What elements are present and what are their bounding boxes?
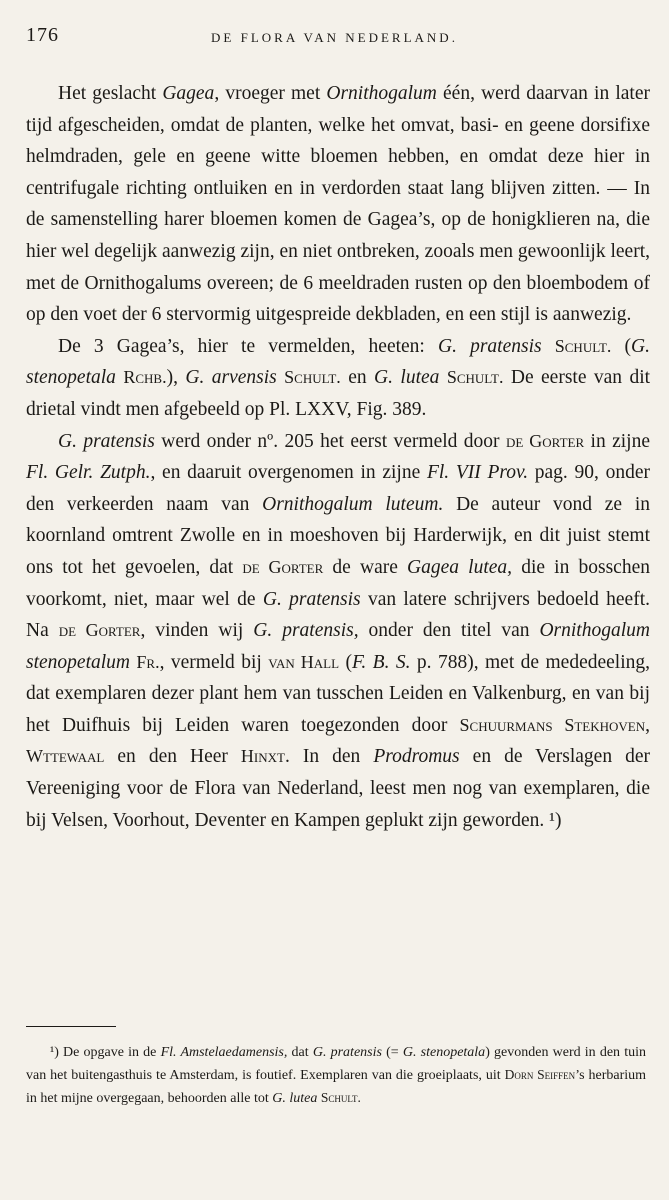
- text: van latere schrijvers bedoeld heeft. Na: [26, 588, 651, 642]
- text: (: [611, 335, 632, 357]
- taxon-name: G. lutea: [272, 1091, 318, 1106]
- running-title: DE FLORA VAN NEDERLAND.: [211, 30, 458, 45]
- author-name: Fr.: [136, 651, 160, 672]
- author-name: de Gorter: [505, 430, 585, 451]
- text: [439, 367, 446, 388]
- taxon-name: G. lutea: [374, 367, 440, 389]
- text: ),: [166, 367, 186, 389]
- text: De opgave in de: [58, 1045, 161, 1060]
- text: de ware: [323, 556, 408, 578]
- footnote: [26, 1042, 646, 1110]
- text: pag. 90, onder den verkeerden naam van: [26, 462, 650, 515]
- author-name: Schult.: [446, 367, 504, 388]
- text: en: [340, 367, 375, 389]
- text: één, werd daarvan in later tijd afgescheiden, omdat de planten, welke het omvat, basi- en geene dorsifixe helmdraden, gele en geene witte bloemen hebben, en omdat deze hier in centrifugale richting ontluiken en in verdorden staat lang blijven zitten. — In de samenstelling harer bloemen komen de Gagea’s, op de honigklieren na, die hier wel degelijk aanwezig zijn, en niet ontbreken, zooals men gewoonlijk leert, met de Ornithogalums overeen; de 6 meeldraden rusten op den bloembodem of op den voet der 6 stervormig uitgespreide dekbladen, en een stijl is aanwezig.: [26, 83, 650, 326]
- author-name: Hinxt: [240, 746, 285, 767]
- text: De auteur vond ze in koornland omtrent Zwolle en in moeshoven bij Harderwijk, en dit juist stemt ons tot het gevoelen, dat: [26, 493, 650, 578]
- text: (=: [381, 1045, 403, 1060]
- work-title: Fl. Gelr. Zutph.: [26, 462, 151, 484]
- author-name: Schuurmans Stekhoven: [459, 714, 646, 735]
- taxon-name: G. arvensis: [185, 367, 277, 389]
- author-name: Schult.: [284, 367, 341, 388]
- author-name: Wttewaal: [26, 746, 105, 767]
- page-header: [26, 22, 643, 52]
- text: dat: [287, 1045, 313, 1060]
- footnote-mark: ¹): [50, 1045, 59, 1060]
- taxon-name: G. pratensis: [262, 588, 361, 610]
- text: onder den titel van: [358, 620, 540, 642]
- paragraph-1: [26, 78, 650, 331]
- text: De eerste van dit drietal vindt men afgebeeld op Pl. LXXV, Fig. 389.: [26, 367, 651, 420]
- paragraph-2: [26, 331, 650, 426]
- taxon-name: Ornithogalum stenopetalum: [26, 620, 650, 673]
- taxon-name: G. pratensis: [438, 335, 542, 357]
- text: De 3 Gagea’s, hier te vermelden, heeten:: [58, 335, 438, 357]
- text: , vermeld bij: [159, 651, 269, 673]
- author-name: Rchb.: [123, 367, 167, 388]
- text: p. 788), met de mededeeling, dat exemplaren dezer plant hem van tusschen Leiden en Valkenburg, en van bij het Duifhuis bij Leiden waren toegezonden door: [26, 651, 651, 736]
- taxon-name: Ornithogalum luteum.: [262, 493, 444, 515]
- author-name: Schult.: [320, 1090, 361, 1105]
- text: (: [339, 651, 352, 673]
- text: en de Verslagen der Vereeniging voor de Flora van Nederland, leest men nog van exemplaren, die bij Velsen, Voorhout, Deventer en Kampen geplukt zijn geworden.: [26, 746, 650, 831]
- author-name: de Gorter: [58, 620, 141, 641]
- body-text: [26, 78, 650, 836]
- paragraph-3: [26, 426, 650, 837]
- text: en den Heer: [104, 746, 241, 768]
- author-name: van Hall: [268, 651, 340, 672]
- author-name: Schult.: [554, 335, 612, 356]
- text: ) gevonden werd in den tuin van het buitengasthuis te Amsterdam, is foutief. Exemplaren van die groeiplaats, uit: [26, 1045, 647, 1083]
- work-title: Prodromus: [373, 746, 460, 768]
- text: die in bosschen voorkomt, niet, maar wel de: [26, 556, 650, 610]
- taxon-name: G. pratensis: [58, 430, 155, 452]
- text: Het geslacht: [58, 83, 163, 104]
- text: , en daaruit overgenomen in zijne: [150, 462, 427, 484]
- text: in zijne: [584, 430, 650, 452]
- author-name: de Gorter: [242, 556, 324, 577]
- author-name: Dorn Seiffen: [504, 1067, 576, 1082]
- taxon-name: G. stenopetala: [402, 1045, 486, 1060]
- text: ,: [645, 714, 651, 736]
- taxon-name: G. stenopetala: [26, 335, 651, 389]
- work-title: Fl. VII Prov.: [426, 462, 529, 484]
- text: ’s herbarium in het mijne overgegaan, behoorden alle tot: [26, 1068, 647, 1106]
- footnote-reference: ¹): [544, 809, 562, 831]
- text: , vroeger met: [214, 83, 327, 104]
- text: . In den: [284, 746, 374, 768]
- taxon-name: Gagea: [162, 83, 215, 104]
- text: werd onder nº. 205 het eerst vermeld door: [154, 430, 506, 452]
- footnote-text: [26, 1042, 646, 1110]
- work-title: Fl. Amstelaedamensis,: [160, 1045, 288, 1060]
- taxon-name: Gagea lutea,: [407, 556, 513, 578]
- taxon-name: Ornithogalum: [326, 83, 437, 104]
- work-title: F. B. S.: [351, 651, 411, 673]
- taxon-name: G. pratensis,: [253, 620, 359, 642]
- text: , vinden wij: [140, 620, 254, 642]
- taxon-name: G. pratensis: [312, 1045, 382, 1060]
- page-number: 176: [26, 24, 59, 46]
- footnote-divider: [26, 1026, 116, 1027]
